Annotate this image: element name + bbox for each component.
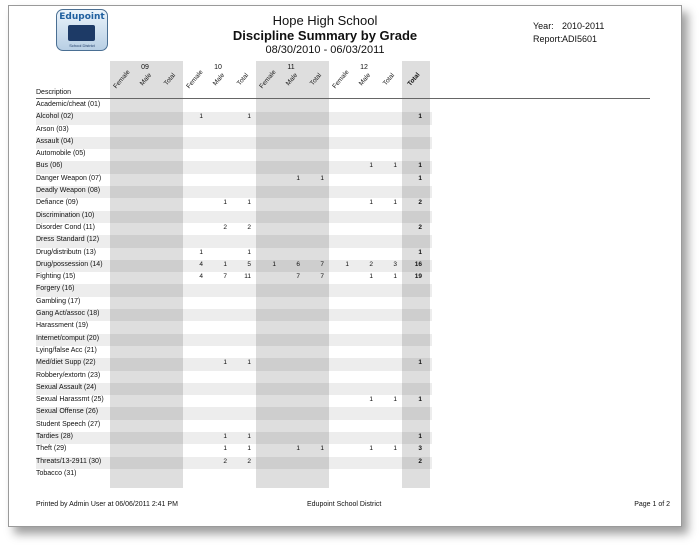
cell-value: 1 bbox=[320, 445, 324, 453]
row-total: 1 bbox=[418, 248, 422, 256]
cell-value: 2 bbox=[223, 457, 227, 465]
row-label: Med/diet Supp (22) bbox=[36, 359, 96, 367]
column-header: Female bbox=[112, 68, 132, 91]
cell-value: 1 bbox=[272, 260, 276, 268]
table-row bbox=[36, 309, 432, 321]
row-total: 2 bbox=[418, 223, 422, 231]
row-label: Discrimination (10) bbox=[36, 211, 95, 219]
row-label: Arson (03) bbox=[36, 125, 69, 133]
header-rule bbox=[36, 98, 650, 99]
cell-value: 5 bbox=[247, 260, 251, 268]
column-header: Female bbox=[258, 68, 278, 91]
cell-value: 2 bbox=[247, 223, 251, 231]
table-row bbox=[36, 432, 432, 444]
cell-value: 1 bbox=[369, 445, 373, 453]
row-label: Tobacco (31) bbox=[36, 469, 77, 477]
year-value: 2010-2011 bbox=[562, 21, 605, 31]
cell-value: 2 bbox=[223, 223, 227, 231]
row-total: 1 bbox=[418, 359, 422, 367]
cell-value: 1 bbox=[320, 174, 324, 182]
column-header: Male bbox=[211, 71, 227, 88]
grade-header: 12 bbox=[360, 64, 368, 71]
row-total: 1 bbox=[418, 162, 422, 170]
table-row bbox=[36, 346, 432, 358]
column-header: Total bbox=[381, 71, 397, 88]
table-row bbox=[36, 469, 432, 481]
column-header: Total bbox=[308, 71, 324, 88]
total-column-header: Total bbox=[406, 71, 422, 88]
row-label: Bus (06) bbox=[36, 162, 63, 170]
printed-by: Printed by Admin User at 06/06/2011 2:41 PM bbox=[36, 501, 178, 508]
row-label: Alcohol (02) bbox=[36, 113, 74, 121]
grade-header: 10 bbox=[214, 64, 222, 71]
row-label: Sexual Offense (26) bbox=[36, 408, 99, 416]
table-row bbox=[36, 383, 432, 395]
report-title: Discipline Summary by Grade bbox=[232, 28, 418, 43]
table-row bbox=[36, 198, 432, 210]
table-row bbox=[36, 260, 432, 272]
table-row bbox=[36, 284, 432, 296]
row-label: Harassment (19) bbox=[36, 322, 89, 330]
row-label: Assault (04) bbox=[36, 137, 74, 145]
row-label: Forgery (16) bbox=[36, 285, 75, 293]
cell-value: 1 bbox=[369, 396, 373, 404]
table-row bbox=[36, 161, 432, 173]
column-header: Female bbox=[331, 68, 351, 91]
table-row bbox=[36, 137, 432, 149]
logo-wordmark: Edupoint bbox=[59, 12, 105, 22]
row-label: Defiance (09) bbox=[36, 199, 79, 207]
cell-value: 1 bbox=[369, 162, 373, 170]
table-row bbox=[36, 457, 432, 469]
grade-header: 09 bbox=[141, 64, 149, 71]
row-label: Student Speech (27) bbox=[36, 420, 101, 428]
cell-value: 7 bbox=[223, 273, 227, 281]
cell-value: 1 bbox=[199, 248, 203, 256]
year-label: Year: bbox=[533, 21, 554, 31]
cell-value: 4 bbox=[199, 260, 203, 268]
cell-value: 1 bbox=[296, 174, 300, 182]
date-range: 08/30/2010 - 06/03/2011 bbox=[265, 44, 385, 56]
cell-value: 1 bbox=[247, 248, 251, 256]
row-label: Gang Act/assoc (18) bbox=[36, 310, 100, 318]
row-label: Robbery/extortn (23) bbox=[36, 371, 101, 379]
column-header: Total bbox=[162, 71, 178, 88]
year-info bbox=[533, 21, 605, 31]
column-header: Total bbox=[235, 71, 251, 88]
cell-value: 1 bbox=[223, 359, 227, 367]
cell-value: 4 bbox=[199, 273, 203, 281]
cell-value: 1 bbox=[247, 433, 251, 441]
table-row bbox=[36, 321, 432, 333]
cell-value: 1 bbox=[393, 273, 397, 281]
description-header: Description bbox=[36, 89, 72, 96]
row-label: Deadly Weapon (08) bbox=[36, 187, 101, 195]
page-number: Page 1 of 2 bbox=[634, 501, 670, 508]
cell-value: 7 bbox=[296, 273, 300, 281]
row-label: Tardies (28) bbox=[36, 433, 73, 441]
cell-value: 7 bbox=[320, 260, 324, 268]
cell-value: 1 bbox=[393, 199, 397, 207]
row-total: 1 bbox=[418, 113, 422, 121]
discipline-table bbox=[36, 100, 432, 481]
cell-value: 1 bbox=[247, 199, 251, 207]
table-row bbox=[36, 112, 432, 124]
row-label: Internet/comput (20) bbox=[36, 334, 100, 342]
table-row bbox=[36, 149, 432, 161]
grade-header: 11 bbox=[287, 64, 295, 71]
table-row bbox=[36, 272, 432, 284]
report-value: ADI5601 bbox=[562, 34, 598, 44]
row-label: Disorder Cond (11) bbox=[36, 223, 96, 231]
column-header: Male bbox=[284, 71, 300, 88]
row-label: Fighting (15) bbox=[36, 273, 76, 281]
table-row bbox=[36, 125, 432, 137]
row-label: Threats/13-2911 (30) bbox=[36, 457, 102, 465]
cell-value: 1 bbox=[393, 162, 397, 170]
row-total: 1 bbox=[418, 174, 422, 182]
table-row bbox=[36, 211, 432, 223]
column-header: Male bbox=[357, 71, 373, 88]
row-total: 19 bbox=[414, 273, 422, 281]
cell-value: 11 bbox=[244, 273, 251, 281]
row-total: 1 bbox=[418, 396, 422, 404]
cell-value: 1 bbox=[369, 199, 373, 207]
table-row bbox=[36, 248, 432, 260]
row-label: Automobile (05) bbox=[36, 150, 86, 158]
cell-value: 6 bbox=[296, 260, 300, 268]
row-label: Academic/cheat (01) bbox=[36, 101, 101, 108]
row-total: 2 bbox=[418, 457, 422, 465]
cell-value: 1 bbox=[247, 113, 251, 121]
cell-value: 1 bbox=[247, 359, 251, 367]
table-row bbox=[36, 444, 432, 456]
cell-value: 3 bbox=[393, 260, 397, 268]
district-name: Edupoint School District bbox=[307, 501, 382, 508]
table-row bbox=[36, 371, 432, 383]
cell-value: 2 bbox=[247, 457, 251, 465]
row-label: Drug/possession (14) bbox=[36, 260, 103, 268]
column-header: Female bbox=[185, 68, 205, 91]
table-row bbox=[36, 223, 432, 235]
row-total: 1 bbox=[418, 433, 422, 441]
column-header: Male bbox=[138, 71, 154, 88]
cell-value: 2 bbox=[369, 260, 373, 268]
row-label: Dress Standard (12) bbox=[36, 236, 100, 244]
table-row bbox=[36, 297, 432, 309]
table-row bbox=[36, 174, 432, 186]
table-row bbox=[36, 186, 432, 198]
row-total: 3 bbox=[418, 445, 422, 453]
row-label: Sexual Assault (24) bbox=[36, 383, 97, 391]
cell-value: 1 bbox=[223, 199, 227, 207]
cell-value: 1 bbox=[223, 433, 227, 441]
row-label: Drug/distributn (13) bbox=[36, 248, 96, 256]
cell-value: 1 bbox=[199, 113, 203, 121]
cell-value: 1 bbox=[393, 445, 397, 453]
report-info bbox=[533, 34, 598, 44]
table-row bbox=[36, 420, 432, 432]
cell-value: 1 bbox=[345, 260, 349, 268]
logo-subtitle: School District bbox=[69, 43, 95, 48]
cell-value: 1 bbox=[369, 273, 373, 281]
table-row bbox=[36, 395, 432, 407]
cell-value: 1 bbox=[223, 260, 227, 268]
row-total: 2 bbox=[418, 199, 422, 207]
logo-emblem bbox=[68, 25, 95, 41]
cell-value: 7 bbox=[320, 273, 324, 281]
cell-value: 1 bbox=[393, 396, 397, 404]
cell-value: 1 bbox=[223, 445, 227, 453]
row-label: Theft (29) bbox=[36, 445, 67, 453]
table-row bbox=[36, 334, 432, 346]
table-row bbox=[36, 100, 432, 112]
row-total: 16 bbox=[414, 260, 422, 268]
table-row bbox=[36, 235, 432, 247]
row-label: Danger Weapon (07) bbox=[36, 174, 102, 182]
cell-value: 1 bbox=[247, 445, 251, 453]
row-label: Sexual Harassmt (25) bbox=[36, 396, 104, 404]
edupoint-logo bbox=[56, 9, 108, 51]
report-label: Report: bbox=[533, 34, 563, 44]
table-row bbox=[36, 358, 432, 370]
table-row bbox=[36, 407, 432, 419]
school-name: Hope High School bbox=[272, 13, 378, 28]
row-label: Lying/false Acc (21) bbox=[36, 346, 97, 354]
cell-value: 1 bbox=[296, 445, 300, 453]
row-label: Gambling (17) bbox=[36, 297, 81, 305]
